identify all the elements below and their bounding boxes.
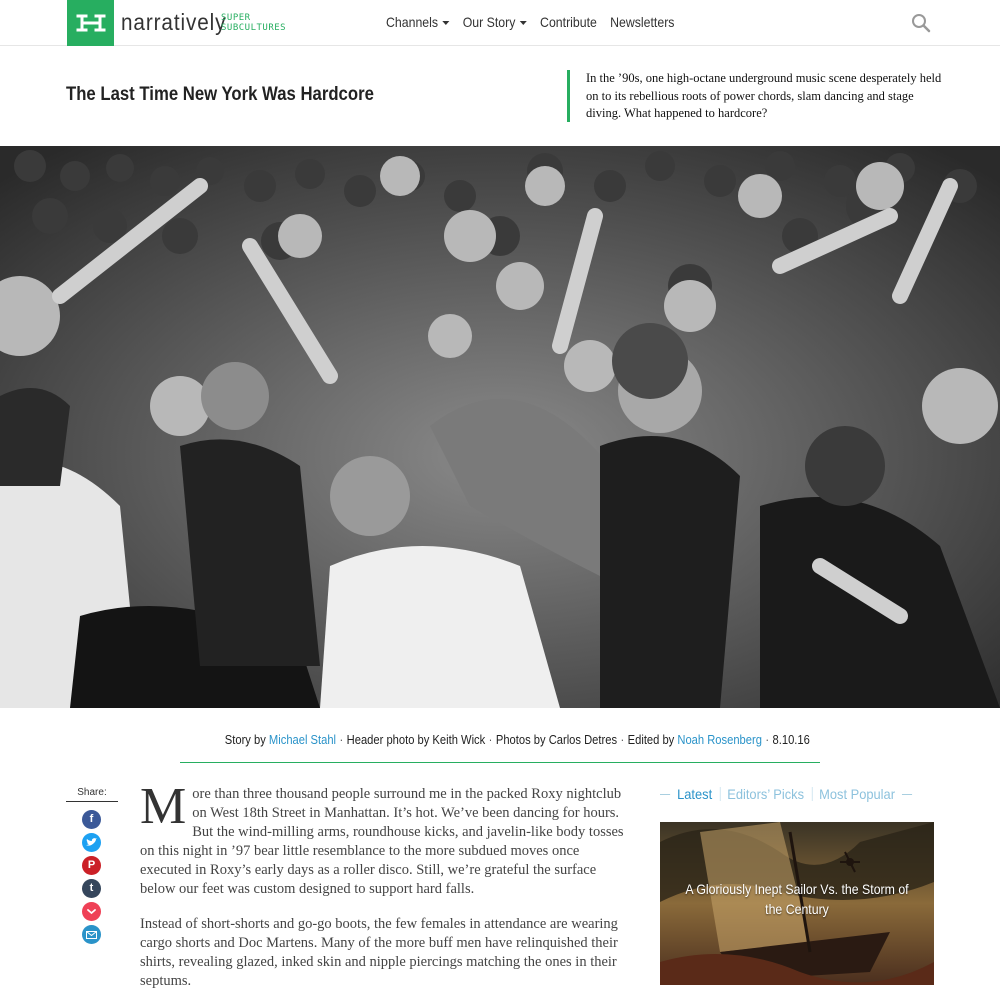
dek-accent-bar	[567, 70, 570, 122]
featured-story-title[interactable]: A Gloriously Inept Sailor Vs. the Storm of the Century	[685, 881, 909, 917]
share-divider	[66, 801, 118, 802]
tab-rule-left	[660, 794, 670, 795]
tumblr-icon[interactable]: t	[82, 879, 101, 898]
nav-our-story[interactable]	[463, 14, 527, 30]
hero-photo	[0, 146, 1000, 708]
search-icon[interactable]	[910, 12, 932, 34]
nav-our-story-label: Our Story	[462, 14, 516, 30]
sub-brand-line1: SUPER	[221, 13, 251, 23]
logo-mark-icon	[76, 13, 106, 33]
article-paragraph	[140, 778, 632, 899]
article-title: The Last Time New York Was Hardcore	[66, 84, 374, 105]
narratively-logo[interactable]	[67, 0, 114, 46]
featured-story-card[interactable]	[660, 822, 934, 985]
credit-separator: ·	[339, 732, 344, 747]
editor-link[interactable]: Noah Rosenberg	[677, 732, 762, 747]
tab-editors-picks[interactable]: Editors’ Picks	[727, 786, 805, 802]
credit-separator: ·	[620, 732, 625, 747]
top-nav	[0, 0, 1000, 46]
header-photo-credit: Header photo by Keith Wick	[346, 732, 486, 747]
tab-rule-right	[902, 794, 912, 795]
photos-credit: Photos by Carlos Detres	[495, 732, 618, 747]
twitter-icon[interactable]	[82, 833, 101, 852]
credit-separator: ·	[488, 732, 493, 747]
nav-channels[interactable]	[386, 14, 449, 30]
drop-cap: M	[140, 778, 187, 835]
pinterest-icon[interactable]: P	[82, 856, 101, 875]
article-dek: In the ’90s, one high-octane underground music scene desperately held on to its rebellious roots of power chords, slam dancing and stage diving. What happened to hardcore?	[586, 71, 942, 120]
super-subcultures-label[interactable]	[221, 13, 286, 33]
credit-separator: ·	[765, 732, 770, 747]
edited-by-label: Edited by	[627, 732, 675, 747]
author-link[interactable]: Michael Stahl	[268, 732, 337, 747]
nav-contribute[interactable]: Contribute	[540, 14, 597, 30]
main-nav	[386, 14, 674, 30]
paragraph-1-text: ore than three thousand people surround me in the packed Roxy nightclub on West 18th Street in Manhattan. It’s hot. We’ve been dancing for hours. But the wind-milling arms, roundhouse kicks, and javelin-like body tosses on this night in ’97 bear little resemblance to the more subdued moves once executed in Roxy’s early days as a roller disco. Still, we’re grateful the surface below our feet was custom designed to support hard falls.	[140, 786, 624, 897]
story-by-label: Story by	[224, 732, 266, 747]
pocket-icon[interactable]	[82, 902, 101, 921]
article-body	[140, 778, 632, 1000]
nav-newsletters[interactable]: Newsletters	[610, 14, 675, 30]
article-paragraph: Instead of short-shorts and go-go boots, the few females in attendance are wearing cargo shorts and Doc Martens. Many of the more buff men have relinquished their shirts, revealing glazed, inked skin and nipple piercings matching the ones in their septums.	[140, 916, 618, 989]
nav-channels-label: Channels	[386, 14, 439, 30]
article-credits	[224, 732, 810, 747]
share-label: Share:	[77, 787, 107, 798]
tab-latest[interactable]: Latest	[677, 786, 713, 802]
sidebar-tabs	[660, 786, 912, 802]
tab-most-popular[interactable]: Most Popular	[819, 786, 896, 802]
chevron-down-icon	[520, 21, 527, 25]
chevron-down-icon	[442, 21, 449, 25]
credits-divider	[180, 762, 820, 763]
brand-wordmark[interactable]: narratively	[121, 9, 227, 35]
sub-brand-line2: SUBCULTURES	[221, 23, 287, 33]
share-buttons	[82, 810, 101, 944]
facebook-icon[interactable]: f	[82, 810, 101, 829]
mosh-pit-crowd-photo	[0, 146, 1000, 708]
email-icon[interactable]	[82, 925, 101, 944]
publish-date: 8.10.16	[772, 732, 810, 747]
